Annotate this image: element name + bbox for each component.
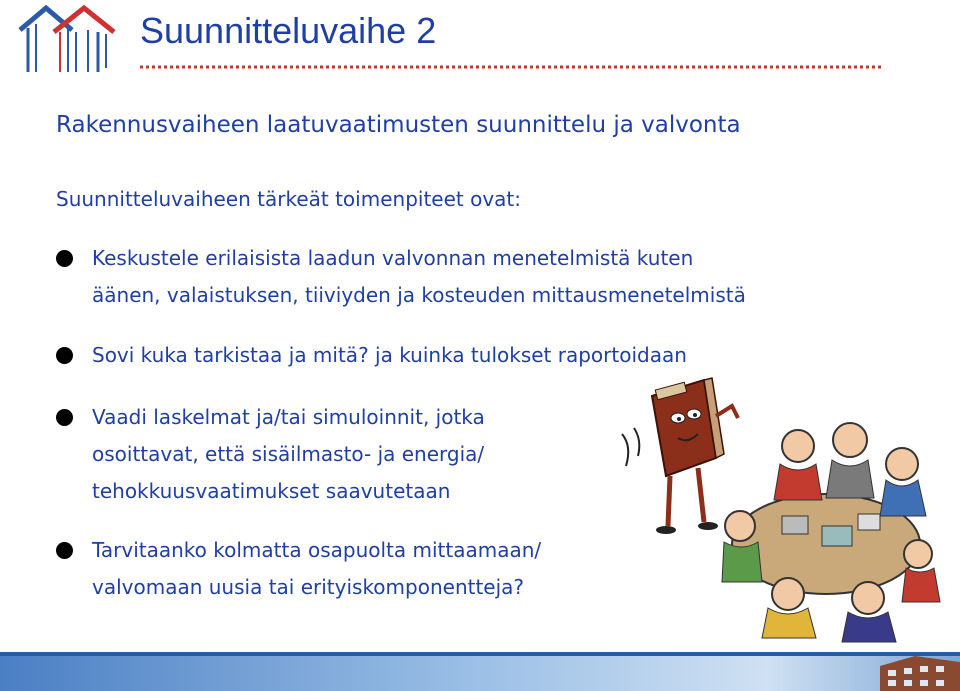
house-logo-icon: [14, 2, 130, 76]
title-dotted-underline: [140, 64, 882, 70]
bullet-text: Vaadi laskelmat ja/tai simuloinnit, jotka: [92, 405, 485, 429]
bullet-text: Sovi kuka tarkistaa ja mitä? ja kuinka tulokset raportoidaan: [92, 343, 687, 367]
bullet-text: äänen, valaistuksen, tiiviyden ja kosteuden mittausmenetelmistä: [92, 283, 746, 307]
bullet-text: Tarvitaanko kolmatta osapuolta mittaamaan/: [92, 538, 542, 562]
meeting-cartoon-icon: [612, 376, 952, 646]
bullet-item: [56, 240, 746, 314]
bullet-item: [56, 399, 485, 510]
bullet-text: valvomaan uusia tai erityiskomponentteja?: [92, 575, 525, 599]
intro-text: Suunnitteluvaiheen tärkeät toimenpiteet ovat:: [56, 187, 521, 211]
bullet-dot-icon: [56, 409, 73, 426]
footer-photo-band-icon: [0, 652, 960, 691]
bullet-text: osoittavat, että sisäilmasto- ja energia/: [92, 442, 485, 466]
slide-title: Suunnitteluvaihe 2: [140, 10, 437, 51]
bullet-dot-icon: [56, 250, 73, 267]
slide-subtitle: Rakennusvaiheen laatuvaatimusten suunnittelu ja valvonta: [56, 112, 741, 138]
bullet-dot-icon: [56, 347, 73, 364]
bullet-dot-icon: [56, 542, 73, 559]
bullet-text: Keskustele erilaisista laadun valvonnan menetelmistä kuten: [92, 246, 694, 270]
bullet-text: tehokkuusvaatimukset saavutetaan: [92, 479, 451, 503]
bullet-item: [56, 532, 541, 606]
bullet-item: [56, 337, 687, 374]
